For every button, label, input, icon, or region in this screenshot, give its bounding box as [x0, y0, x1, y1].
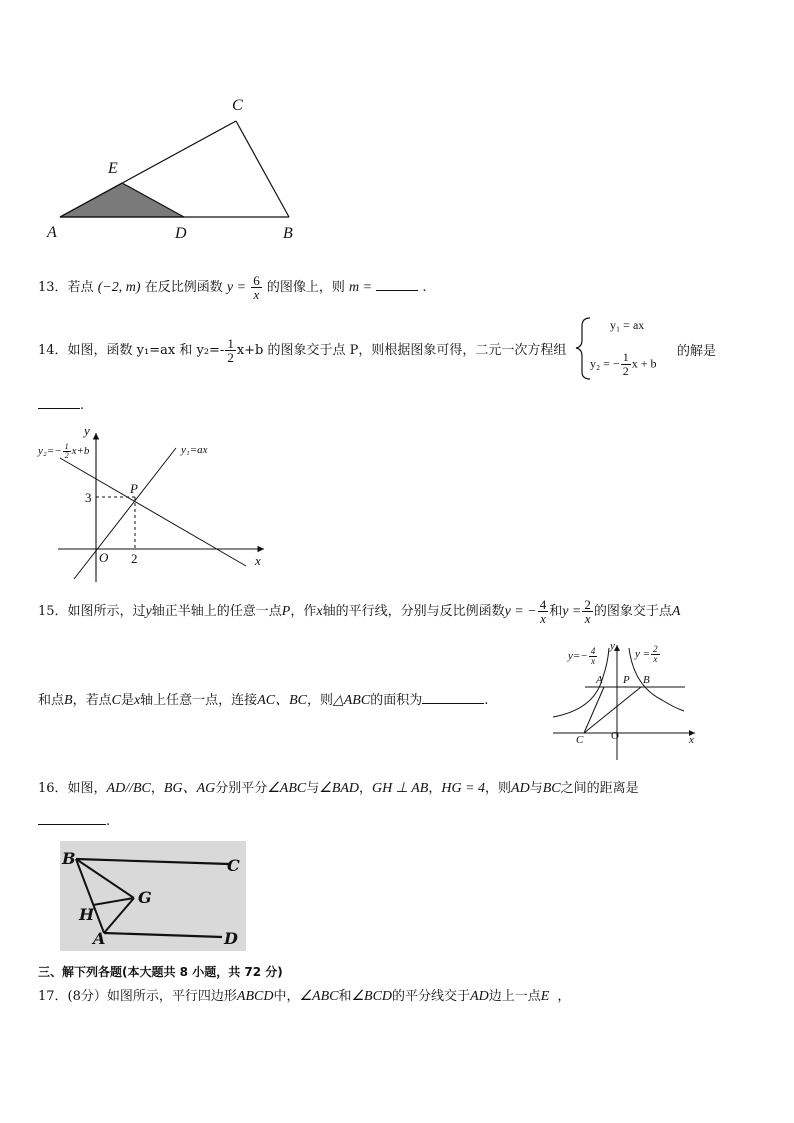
fig15-x-label: x [689, 734, 694, 746]
label-B: B [283, 225, 293, 242]
q13-point: (−2, m) [97, 280, 141, 295]
label-D: D [175, 225, 187, 242]
q14-text-b: x+b 的图象交于点 P，则根据图象可得，二元一次方程组 [236, 343, 567, 358]
question-15-line1: 15．如图所示，过y轴正半轴上的任意一点P，作x轴的平行线，分别与反比例函数y = − $\frac{4}{x}$ 和y = $\frac{2}{x}$ 的图象交于点A [38, 597, 681, 626]
q16-answer-line: . [38, 813, 110, 831]
fig16-label-G: G [138, 888, 152, 907]
fig14-y-label: y [84, 423, 90, 438]
fig15-label-O: O [611, 730, 619, 742]
fig16-label-A: A [93, 929, 106, 948]
q13-m: m = [348, 280, 373, 295]
label-C: C [232, 97, 243, 114]
section-3-heading: 三、解下列各题(本大题共 8 小题，共 72 分) [38, 965, 283, 979]
fig14-label-y1: y₁=ax [181, 444, 208, 456]
fig16-label-H: H [79, 905, 95, 924]
fig14-origin: O [99, 550, 109, 565]
q14-solution-is: 的解是 [677, 344, 717, 359]
label-E: E [108, 160, 118, 177]
q13-lead: 13．若点 [38, 280, 94, 295]
fig14-label-y2: y₂=− $\frac{1}{2}$ x+b [38, 442, 90, 460]
fig15-label-f2: y = $\frac{2}{x}$ [635, 644, 658, 664]
q13-tail: 的图像上，则 [266, 280, 345, 295]
q14-text-a: 14．如图，函数 y₁=ax 和 y₂=- [38, 343, 225, 358]
fig16-label-B: B [62, 849, 76, 868]
fig14-tick-2: 2 [131, 551, 138, 566]
label-A: A [47, 224, 57, 241]
fig15-label-f1: y=− $\frac{4}{x}$ [568, 646, 596, 666]
fig15-label-P: P [623, 674, 630, 686]
q13-text: 在反比例函数 [144, 280, 223, 295]
fig15-y-label: y [610, 640, 615, 652]
question-16: 16．如图，AD//BC，BG、AG分别平分∠ABC与∠BAD，GH ⊥ AB，HG = 4，则AD与BC之间的距离是 [38, 781, 639, 796]
question-17: 17．(8分）如图所示，平行四边形ABCD中，∠ABC和∠BCD的平分线交于AD边上一点E ， [38, 989, 571, 1004]
system-eq1: y₁ = ax [610, 318, 645, 332]
q14-fraction: $\frac{1}{2}$ [227, 336, 234, 365]
fig16-label-D: D [224, 929, 238, 948]
fig15-label-C: C [576, 734, 584, 746]
system-eq2: y₂ = − $\frac{1}{2}$ x + b [590, 350, 657, 378]
question-15-line2: 和点B，若点C是x轴上任意一点，连接AC、BC，则△ABC的面积为 . [38, 693, 489, 708]
q13-func: y = [226, 280, 247, 295]
q13-fraction: $\frac{6}{x}$ [253, 273, 260, 302]
fig15-label-B: B [643, 674, 650, 686]
fig14-tick-3: 3 [85, 490, 92, 505]
fig15-label-A: A [596, 674, 603, 686]
fig14-label-P: P [130, 481, 138, 496]
fig14-x-label: x [255, 553, 261, 568]
q14-answer-line: . [38, 397, 84, 415]
fig16-label-C: C [227, 856, 240, 875]
q13-end: . [422, 280, 427, 295]
